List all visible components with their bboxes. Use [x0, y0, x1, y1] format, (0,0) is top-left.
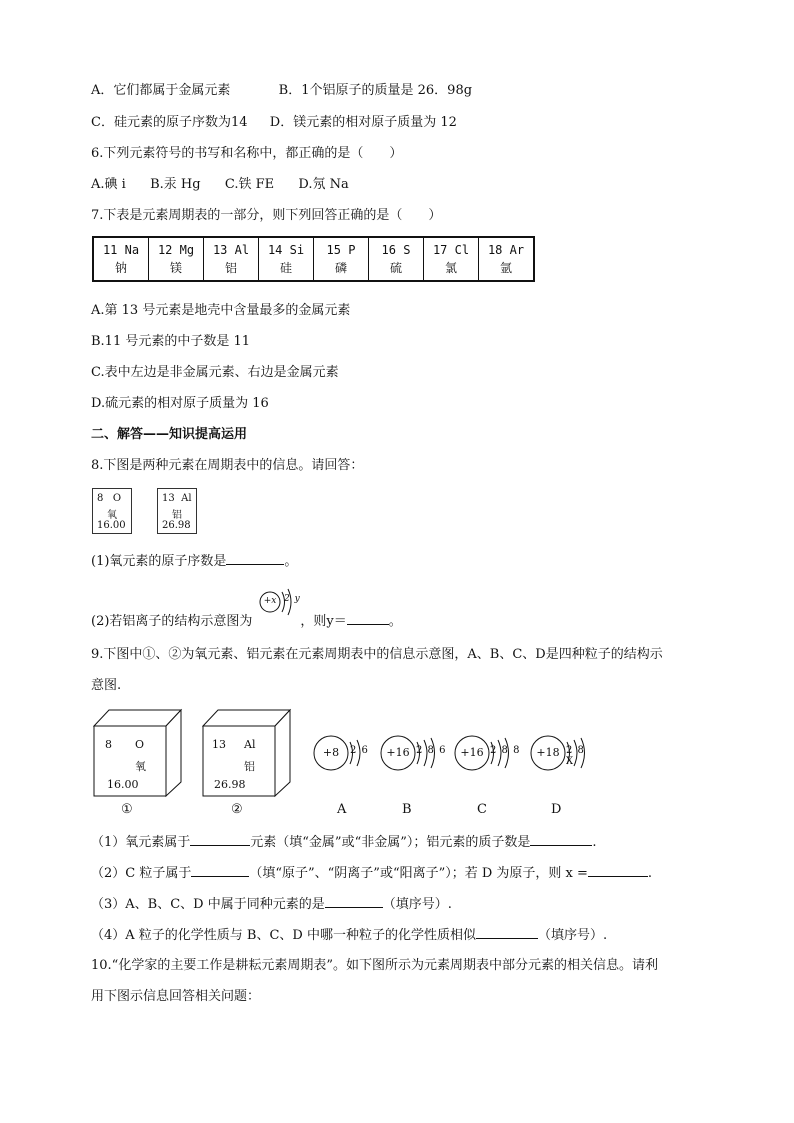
pt-cell: 14 Si 硅	[259, 237, 314, 281]
q7-stem: 7.下表是元素周期表的一部分，则下列回答正确的是（ ）	[91, 208, 442, 223]
pt-cell: 12 Mg 镁	[149, 237, 204, 281]
pt-cell: 17 Cl 氯	[424, 237, 479, 281]
q5-option-b: B．1个铝原子的质量是 26．98g	[278, 83, 473, 98]
q6-stem: 6.下列元素符号的书写和名称中，都正确的是（ ）	[91, 146, 403, 161]
q8-stem: 8.下图是两种元素在周期表中的信息。请回答：	[91, 458, 364, 473]
q6-option-d: D.氖 Na	[298, 177, 349, 192]
pt-cell: 18 Ar 氩	[479, 237, 535, 281]
q9-stem-line-2: 意图.	[91, 678, 122, 693]
answer-blank[interactable]	[530, 833, 592, 846]
answer-blank[interactable]	[476, 926, 538, 939]
element-cube-aluminum: 13 Al 铝 26.98	[202, 708, 292, 798]
label-c: C	[477, 802, 487, 817]
answer-blank[interactable]	[347, 612, 389, 625]
q7-option-a: A.第 13 号元素是地壳中含量最多的金属元素	[91, 303, 351, 318]
label-d: D	[551, 802, 562, 817]
answer-blank[interactable]	[588, 864, 648, 877]
pt-cell: 13 Al 铝	[204, 237, 259, 281]
particle-c-diagram: +16 2 8 8	[453, 734, 521, 772]
q9-sub3: （3）A、B、C、D 中属于同种元素的是 （填序号）.	[91, 897, 452, 912]
label-a: A	[337, 802, 347, 817]
answer-blank[interactable]	[226, 552, 284, 565]
answer-blank[interactable]	[190, 833, 250, 846]
answer-blank[interactable]	[325, 895, 383, 908]
element-cube-oxygen: 8 O 氧 16.00	[93, 708, 183, 798]
particle-a-diagram: +8 2 6	[312, 734, 372, 772]
answer-blank[interactable]	[191, 864, 249, 877]
q8-sub1: (1)氧元素的原子序数是 。	[91, 554, 298, 569]
label-1: ①	[121, 802, 133, 817]
label-2: ②	[231, 802, 243, 817]
pt-cell: 16 S 硫	[369, 237, 424, 281]
q9-sub1: （1）氧元素属于 元素（填“金属”或“非金属”）；铝元素的质子数是 .	[91, 835, 597, 850]
section-title: 二、解答——知识提高运用	[91, 427, 248, 442]
q7-option-d: D.硫元素的相对原子质量为 16	[91, 396, 269, 411]
q7-option-b: B.11 号元素的中子数是 11	[91, 334, 251, 349]
q9-stem-line-1: 9.下图中①、②为氧元素、铝元素在元素周期表中的信息示意图，A、B、C、D是四种粒子的结构示	[91, 647, 663, 662]
q6-option-c: C.铁 FE	[224, 177, 275, 192]
periodic-table-strip	[92, 236, 535, 282]
q9-sub2: （2）C 粒子属于 （填“原子”、“阴离子”或“阳离子”）；若 D 为原子，则 x = .	[91, 866, 653, 881]
aluminum-ion-diagram: +x 2 y	[258, 584, 306, 620]
q7-option-c: C.表中左边是非金属元素、右边是金属元素	[91, 365, 339, 380]
q5-option-a: A．它们都属于金属元素	[91, 83, 231, 98]
particle-d-diagram: +18 2 8 X	[529, 734, 597, 772]
element-box-aluminum: 13 Al 铝 26.98	[157, 488, 197, 534]
q5-option-line-1	[91, 82, 472, 100]
particle-b-diagram: +16 2 8 6	[379, 734, 447, 772]
q5-option-line-2	[91, 114, 457, 132]
q5-option-c: C．硅元素的原子序数为14	[91, 115, 248, 130]
element-box-oxygen: 8 O 氧 16.00	[92, 488, 132, 534]
q9-sub4: （4）A 粒子的化学性质与 B、C、D 中哪一种粒子的化学性质相似 （填序号）.	[91, 928, 608, 943]
label-b: B	[402, 802, 412, 817]
q10-line-2: 用下图示信息回答相关问题：	[91, 989, 261, 1004]
pt-cell: 15 P 磷	[314, 237, 369, 281]
q6-option-b: B.汞 Hg	[150, 177, 201, 192]
q6-option-a: A.碘 i	[91, 177, 126, 192]
q6-options	[91, 176, 349, 194]
pt-cell: 11 Na 钠	[93, 237, 149, 281]
q5-option-d: D．镁元素的相对原子质量为 12	[269, 115, 457, 130]
q8-sub2: (2)若铝离子的结构示意图为 ，则y＝ 。	[91, 614, 402, 629]
q10-line-1: 10.“化学家的主要工作是耕耘元素周期表”。如下图所示为元素周期表中部分元素的相关信息。请利	[91, 958, 658, 973]
